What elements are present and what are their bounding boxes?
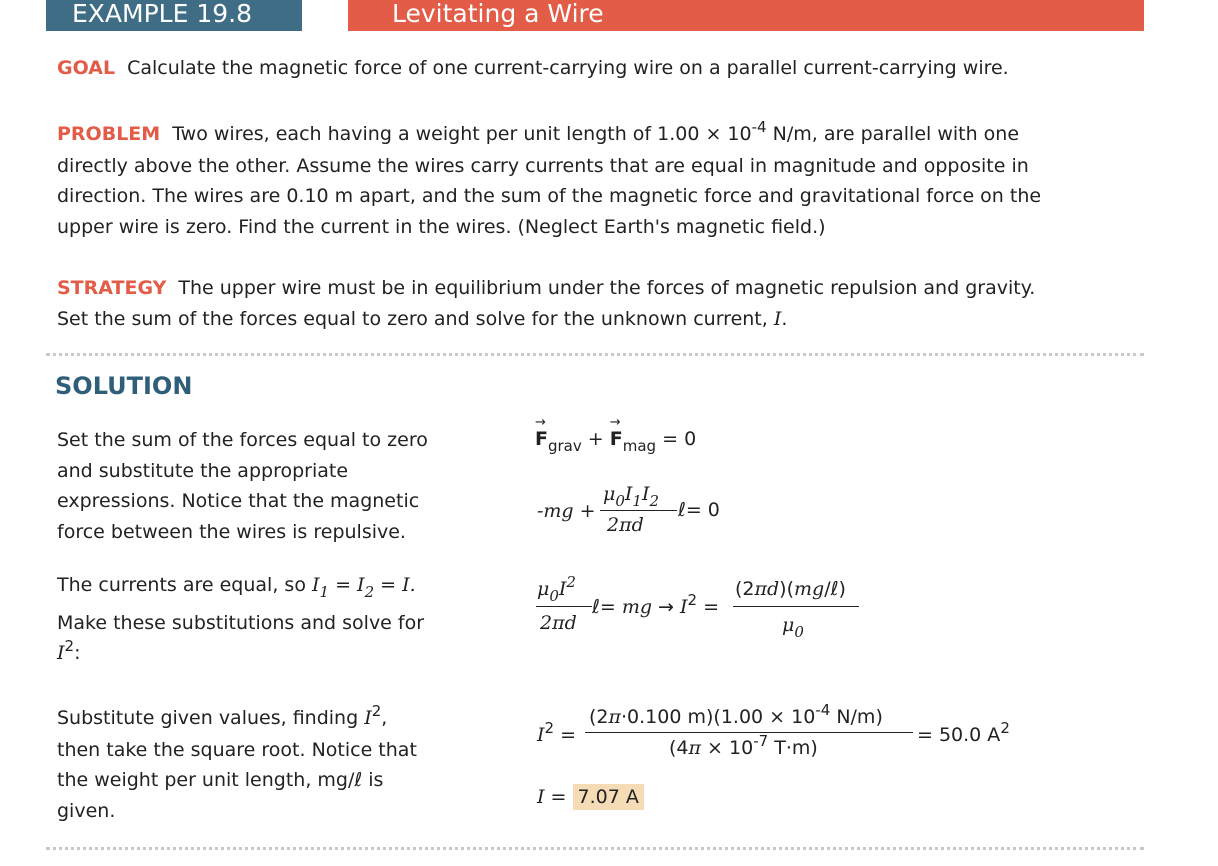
fraction-numerator: $\mu_0I_1I_2$	[603, 483, 660, 510]
goal-paragraph	[57, 53, 1009, 84]
step3-text: Substitute given values, finding $I^2$, then take the square root. Notice that the weight per unit length, mg/ℓ is given.	[57, 702, 417, 822]
step2-middle: ℓ= mg → $I^2$ =	[592, 591, 720, 618]
step2-text: The currents are equal, so $I_1 = I_2 = I$. Make these substitutions and solve for $I^2$:	[57, 574, 425, 664]
divider-bottom	[46, 847, 1144, 850]
step2-bar-1	[536, 606, 592, 607]
strategy-label: STRATEGY	[57, 277, 167, 299]
step2-denominator: 2πd	[540, 612, 577, 634]
example-title: Levitating a Wire	[392, 0, 604, 28]
strategy-paragraph: STRATEGY The upper wire must be in equilibrium under the forces of magnetic repulsion and gravity. Set the sum of the forces equal to zero and solve for the unknown current, I.	[57, 277, 1036, 330]
problem-paragraph: PROBLEM Two wires, each having a weight per unit length of $1.00 \times 10^{-4}$ N/m, are parallel with one directly above the other. Assume the wires carry currents that are equal in magnitude and opposite in direction. The wires are 0.10 m apart, and the sum of the magnetic force and gravitational force on the upper wire is zero. Find the current in the wires. (Neglect Earth's magnetic field.)	[57, 118, 1042, 238]
divider-top	[46, 353, 1144, 356]
fraction-bar	[600, 510, 677, 511]
step3-numerator: (2π·0.100 $m)(1.00 \times 10^{-4}$ N/m)	[589, 701, 883, 728]
equation-tail: ℓ= 0	[678, 499, 720, 521]
answer-line: I = 7.07 A	[537, 786, 644, 808]
step2-denominator-2: $\mu_0$	[782, 614, 804, 641]
problem-label: PROBLEM	[57, 123, 161, 145]
step3-lhs: $I^2$ =	[537, 719, 577, 746]
solution-heading: SOLUTION	[55, 372, 193, 400]
fraction-denominator: 2πd	[607, 514, 644, 536]
step2-bar-2	[733, 606, 859, 607]
example-banner	[46, 0, 1144, 31]
equation-force-sum: → $F_{grav}$ + → $F_{mag} = 0$	[535, 415, 697, 455]
example-number: EXAMPLE 19.8	[46, 0, 302, 31]
goal-text: Calculate the magnetic force of one current-carrying wire on a parallel current-carrying wire.	[127, 57, 1009, 79]
step1-text: Set the sum of the forces equal to zero and substitute the appropriate expressions. Notice that the magnetic force between the wires is repulsive.	[57, 429, 428, 543]
step2-numerator-2: (2πd)(mg/ℓ)	[735, 578, 846, 600]
step3-denominator: ($4\pi \times 10^{-7}$ T·m)	[669, 732, 818, 759]
answer-highlight: 7.07 A	[573, 784, 644, 810]
equation-force-expanded: -mg +	[537, 500, 596, 522]
step3-result: = 50.0 $A^2$	[917, 719, 1010, 746]
step3-bar	[585, 732, 913, 733]
goal-label: GOAL	[57, 57, 116, 79]
step2-numerator: $\mu_0I^2$	[537, 573, 576, 605]
